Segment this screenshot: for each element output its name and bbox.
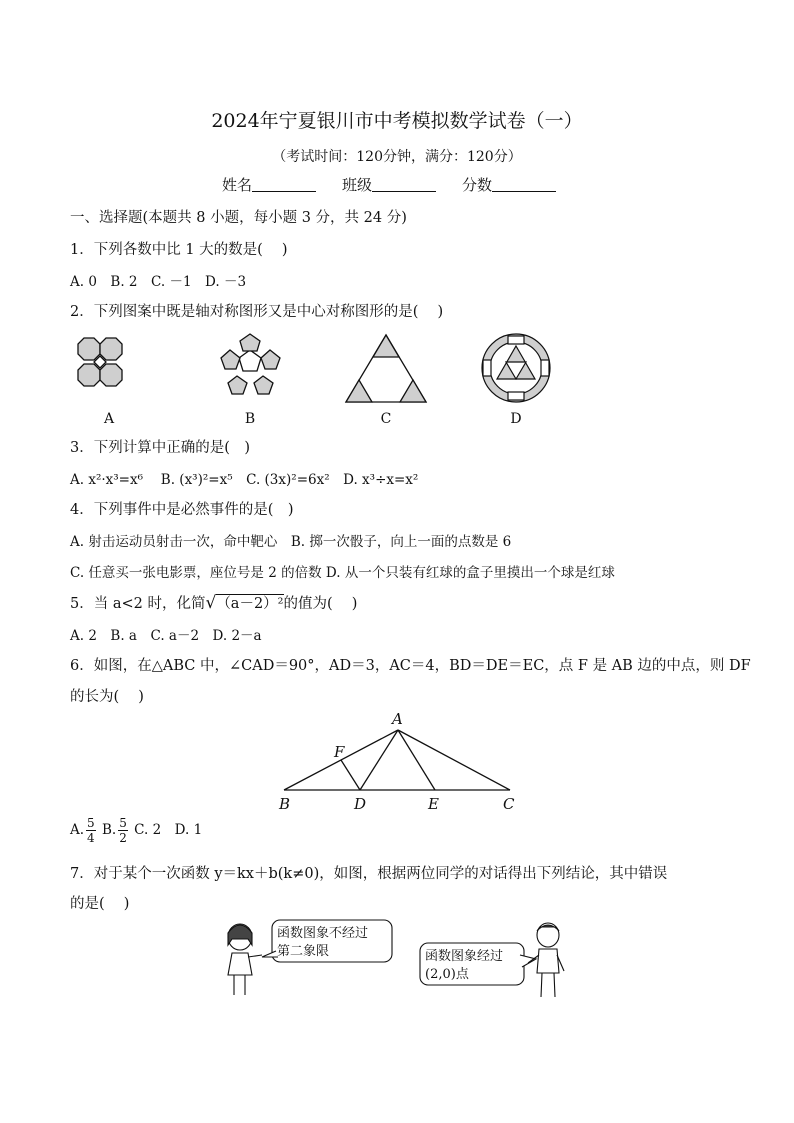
figure-b-label: B [244, 411, 256, 427]
q1-options: A. 0 B. 2 C. －1 D. －3 [70, 274, 247, 290]
q3-stem: 3．下列计算中正确的是( ) [70, 440, 251, 456]
frac-num: 5 [87, 816, 95, 830]
figure-d-circle [482, 334, 550, 402]
figure-a-octagons [78, 338, 122, 386]
class-blank[interactable] [372, 177, 436, 192]
figure-c-label: C [380, 411, 392, 427]
name-blank[interactable] [252, 177, 316, 192]
figure-b-pentagons [221, 334, 280, 394]
q1-stem: 1．下列各数中比 1 大的数是( ) [70, 242, 288, 258]
name-label: 姓名 [222, 176, 253, 194]
score-blank[interactable] [492, 177, 556, 192]
q6-stem-line2: 的长为( ) [70, 689, 144, 705]
point-d: D [354, 795, 367, 813]
exam-info: （考试时间：120分钟，满分：120分） [272, 149, 522, 165]
q5-stem-before: 5．当 a<2 时，化简 [70, 596, 206, 612]
q7-stem-line2: 的是( ) [70, 896, 130, 912]
section-heading: 一、选择题(本题共 8 小题，每小题 3 分，共 24 分) [70, 210, 407, 226]
q6-options [70, 816, 202, 845]
q3-options: A. x²·x³=x⁶ B. (x³)²=x⁵ C. (3x)²=6x² D. x³÷x=x² [70, 472, 419, 488]
q4-options-line2: C. 任意买一张电影票，座位号是 2 的倍数 D. 从一个只装有红球的盒子里摸出一个球是红球 [70, 565, 615, 581]
q5-stem [70, 592, 357, 613]
segment-ad [360, 730, 398, 790]
segment-ac [398, 730, 510, 790]
girl-speech-text: 函数图象不经过 第二象限 [277, 926, 369, 959]
fraction-5-4 [86, 816, 96, 845]
point-c: C [503, 795, 515, 813]
point-e: E [428, 795, 439, 813]
point-b: B [279, 795, 291, 813]
page-title: 2024年宁夏银川市中考模拟数学试卷（一） [211, 110, 583, 132]
q6-stem-line1: 6．如图，在△ABC 中，∠CAD＝90°，AD＝3，AC＝4，BD＝DE＝EC，点 F 是 AB 边的中点，则 DF [70, 658, 751, 674]
q5-options: A. 2 B. a C. a－2 D. 2－a [70, 628, 262, 644]
q6-opt-rest: C. 2 D. 1 [134, 822, 203, 838]
q4-options-line1: A. 射击运动员射击一次，命中靶心 B. 掷一次骰子，向上一面的点数是 6 [70, 534, 512, 550]
q6-opt-b-prefix: B. [101, 822, 117, 838]
frac-num: 5 [119, 816, 127, 830]
point-f: F [334, 743, 345, 761]
q5-radicand: （a－2）² [216, 596, 284, 612]
q4-stem: 4．下列事件中是必然事件的是( ) [70, 502, 294, 518]
q2-stem: 2．下列图案中既是轴对称图形又是中心对称图形的是( ) [70, 304, 444, 320]
frac-den: 2 [119, 831, 127, 845]
radical-sign-icon: √ [205, 593, 217, 613]
segment-df [341, 760, 360, 790]
q7-dialog-figure [218, 915, 578, 1005]
frac-den: 4 [87, 831, 95, 845]
girl-student-icon [228, 924, 262, 995]
boy-speech-text: 函数图象经过 (2,0)点 [425, 949, 504, 982]
q6-opt-a-prefix: A. [70, 822, 85, 838]
q2-figures [60, 330, 580, 412]
score-label: 分数 [462, 176, 493, 194]
figure-d-label: D [510, 411, 522, 427]
class-label: 班级 [342, 176, 373, 194]
q6-triangle-figure [270, 708, 530, 814]
student-fields [222, 174, 556, 195]
q7-stem-line1: 7．对于某个一次函数 y＝kx＋b(k≠0)，如图，根据两位同学的对话得出下列结论，其中错误 [70, 866, 668, 882]
figure-a-label: A [103, 411, 115, 427]
fraction-5-2 [118, 816, 128, 845]
point-a: A [392, 710, 403, 728]
figure-c-triangle [346, 335, 426, 402]
q5-stem-after: 的值为( ) [283, 596, 358, 612]
segment-ae [398, 730, 435, 790]
